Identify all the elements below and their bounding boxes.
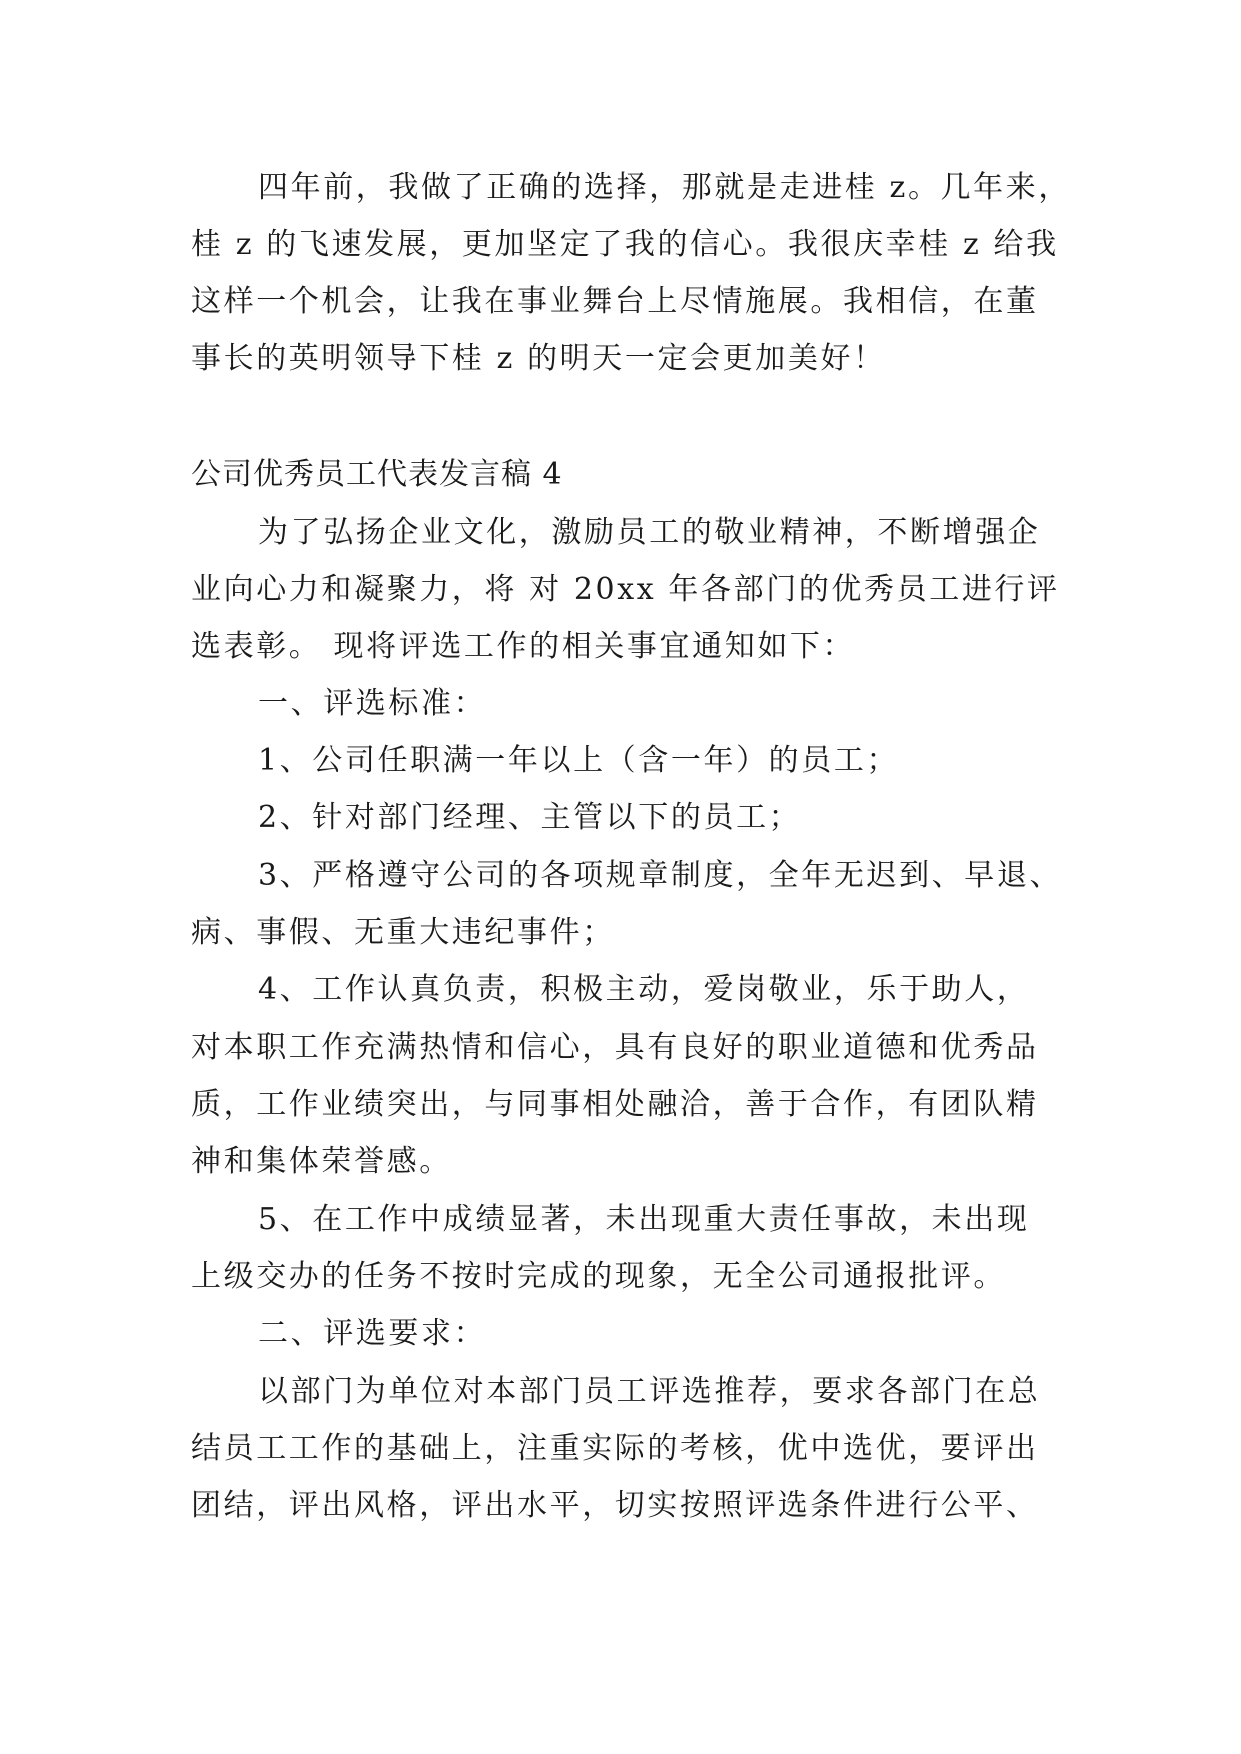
criteria-item-3-line-1: 3、严格遵守公司的各项规章制度，全年无迟到、早退、 [258, 858, 1063, 893]
criteria-item-4-line-2: 对本职工作充满热情和信心，具有良好的职业道德和优秀品 [191, 1030, 1039, 1065]
requirements-heading: 二、评选要求： [258, 1316, 487, 1351]
requirements-line-2: 结员工工作的基础上，注重实际的考核，优中选优，要评出 [191, 1431, 1039, 1466]
intro-line-2: 桂 z 的飞速发展，更加坚定了我的信心。我很庆幸桂 z 给我 [191, 227, 1059, 262]
intro-line-3: 这样一个机会，让我在事业舞台上尽情施展。我相信，在董 [191, 284, 1039, 319]
requirements-line-3: 团结，评出风格，评出水平，切实按照评选条件进行公平、 [191, 1488, 1039, 1523]
section-title: 公司优秀员工代表发言稿 4 [191, 457, 563, 492]
criteria-item-4-line-1: 4、工作认真负责，积极主动，爱岗敬业，乐于助人， [258, 972, 1030, 1007]
body-line-2: 业向心力和凝聚力，将 对 20xx 年各部门的优秀员工进行评 [191, 572, 1060, 607]
criteria-item-4-line-4: 神和集体荣誉感。 [191, 1144, 452, 1179]
criteria-item-5-line-2: 上级交办的任务不按时完成的现象，无全公司通报批评。 [191, 1259, 1006, 1294]
body-line-1: 为了弘扬企业文化，激励员工的敬业精神，不断增强企 [258, 515, 1041, 550]
criteria-item-2: 2、针对部门经理、主管以下的员工； [258, 800, 802, 835]
criteria-item-1: 1、公司任职满一年以上（含一年）的员工； [258, 743, 900, 778]
criteria-item-5-line-1: 5、在工作中成绩显著，未出现重大责任事故，未出现 [258, 1202, 1030, 1237]
requirements-line-1: 以部门为单位对本部门员工评选推荐，要求各部门在总 [258, 1374, 1041, 1409]
criteria-item-4-line-3: 质，工作业绩突出，与同事相处融洽，善于合作，有团队精 [191, 1087, 1039, 1122]
criteria-item-3-line-2: 病、事假、无重大违纪事件； [191, 915, 615, 950]
criteria-heading: 一、评选标准： [258, 686, 487, 721]
intro-line-1: 四年前，我做了正确的选择，那就是走进桂 z。几年来， [258, 170, 1071, 205]
intro-line-4: 事长的英明领导下桂 z 的明天一定会更加美好！ [191, 341, 886, 376]
body-line-3: 选表彰。 现将评选工作的相关事宜通知如下： [191, 629, 856, 664]
